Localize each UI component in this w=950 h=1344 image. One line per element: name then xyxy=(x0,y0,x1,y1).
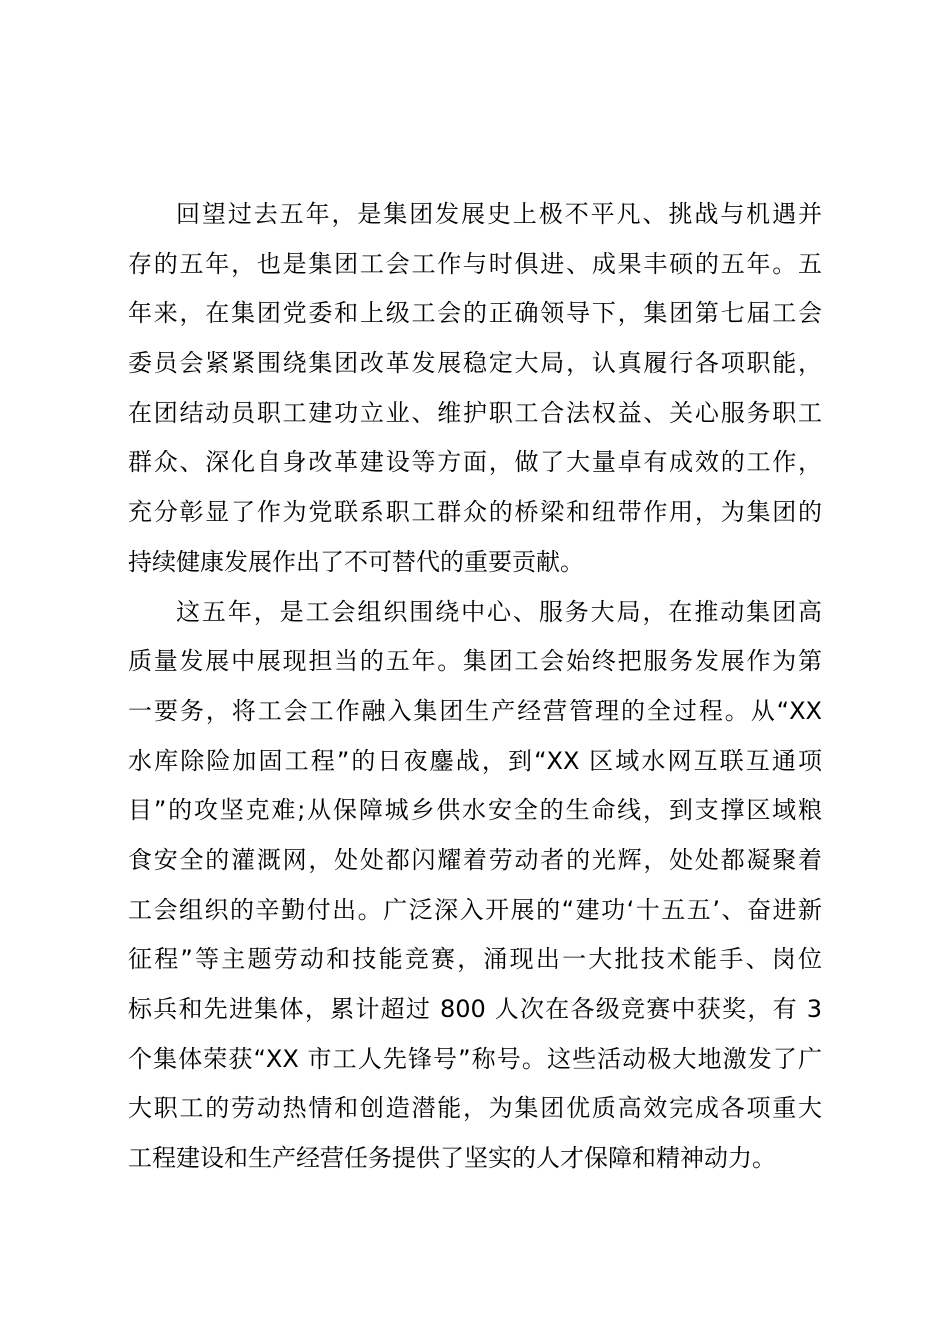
text-line: 工会组织的辛勤付出。广泛深入开展的“建功‘十五五’、奋进新 xyxy=(128,895,822,924)
text-line: 目”的攻坚克难;从保障城乡供水安全的生命线，到支撑区域粮 xyxy=(128,796,822,825)
text-line: 质量发展中展现担当的五年。集团工会始终把服务发展作为第 xyxy=(128,647,822,676)
text-line: 在团结动员职工建功立业、维护职工合法权益、关心服务职工 xyxy=(128,398,822,427)
document-page xyxy=(128,190,822,1184)
text-line: 个集体荣获“XX 市工人先锋号”称号。这些活动极大地激发了广 xyxy=(128,1044,822,1073)
text-line: 标兵和先进集体，累计超过 800 人次在各级竞赛中获奖，有 3 xyxy=(128,995,822,1023)
text-line: 工程建设和生产经营任务提供了坚实的人才保障和精神动力。 xyxy=(128,1144,776,1173)
text-line: 充分彰显了作为党联系职工群众的桥梁和纽带作用，为集团的 xyxy=(128,498,822,527)
text-line: 大职工的劳动热情和创造潜能，为集团优质高效完成各项重大 xyxy=(128,1094,822,1123)
text-line: 群众、深化自身改革建设等方面，做了大量卓有成效的工作， xyxy=(128,448,822,477)
paragraph-1 xyxy=(128,190,822,588)
text-line: 回望过去五年，是集团发展史上极不平凡、挑战与机遇并 xyxy=(176,200,822,228)
text-line: 征程”等主题劳动和技能竞赛，涌现出一大批技术能手、岗位 xyxy=(128,945,822,974)
text-line: 水库除险加固工程”的日夜鏖战，到“XX 区域水网互联互通项 xyxy=(128,746,822,775)
text-line: 这五年，是工会组织围绕中心、服务大局，在推动集团高 xyxy=(176,597,822,626)
text-line: 存的五年，也是集团工会工作与时俱进、成果丰硕的五年。五 xyxy=(128,249,822,278)
text-line: 委员会紧紧围绕集团改革发展稳定大局，认真履行各项职能， xyxy=(128,349,822,378)
text-line: 持续健康发展作出了不可替代的重要贡献。 xyxy=(128,547,584,576)
paragraph-2 xyxy=(128,588,822,1184)
text-line: 年来，在集团党委和上级工会的正确领导下，集团第七届工会 xyxy=(128,299,822,328)
text-line: 一要务，将工会工作融入集团生产经营管理的全过程。从“XX xyxy=(128,696,822,725)
text-line: 食安全的灌溉网，处处都闪耀着劳动者的光辉，处处都凝聚着 xyxy=(128,845,822,874)
